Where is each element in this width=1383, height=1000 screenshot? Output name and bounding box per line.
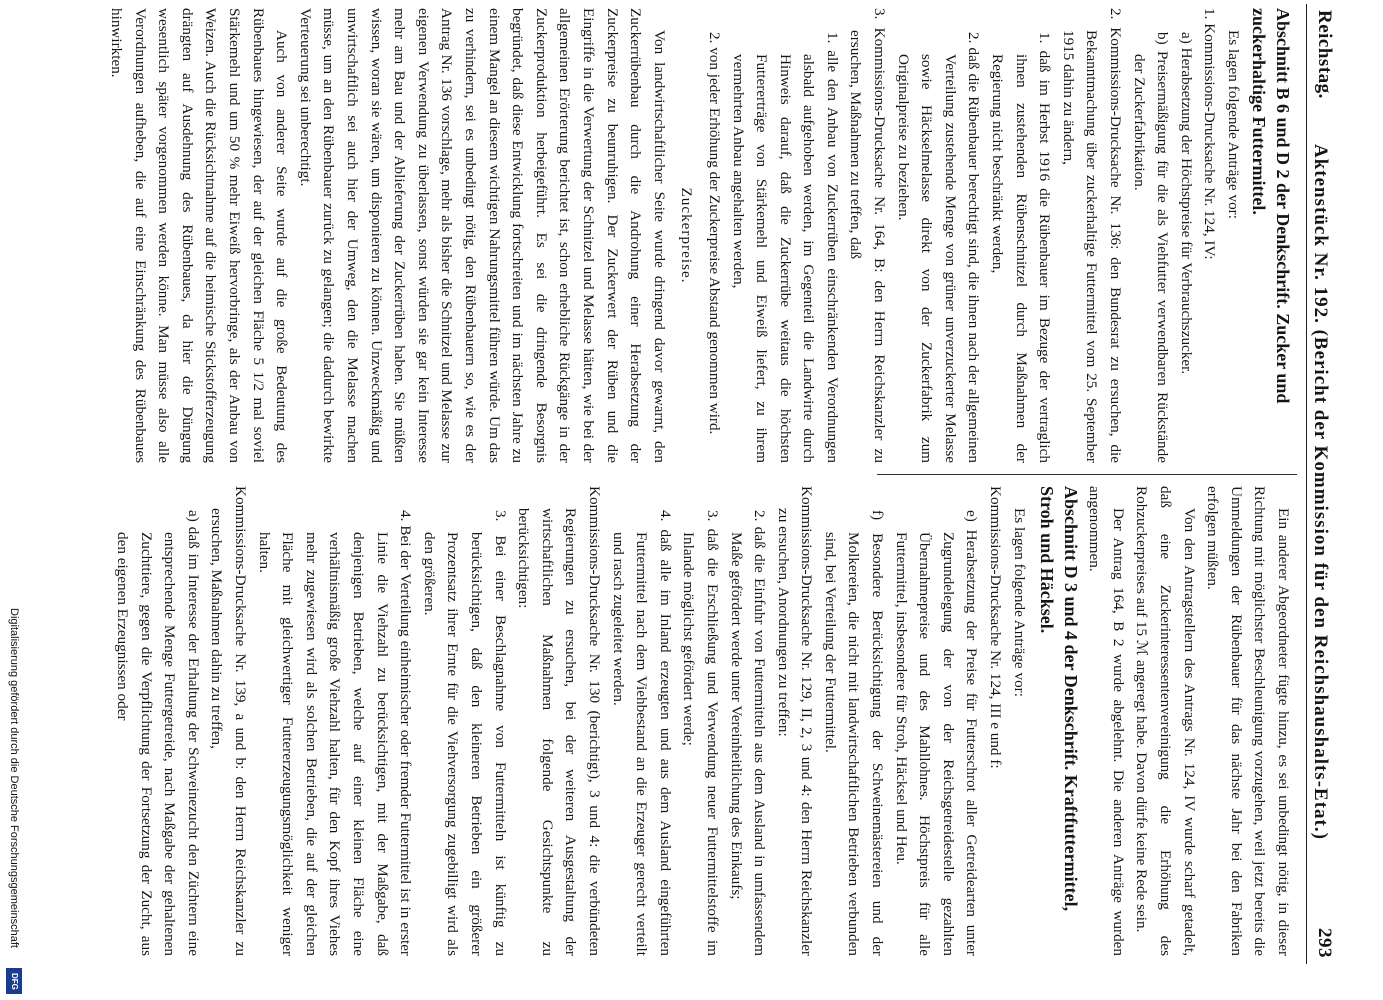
motion-subitem: 4. Bei der Verteilung einheimischer oder fremder Futtermittel ist in erster Linie die Viehzahl zu berücksichtigen, mit der Maßgabe, daß denjenigen Betrieben, welche auf einer kleinen Fläche eine verhältnismäßig große Viehzahl halten, für den Kopf ihres Viehes mehr zugewiesen wird als solchen Betrieben, die auf der gleichen Fläche mit gleichwertiger Futtererzeugungsmöglichkeit weniger halten. [255, 510, 415, 956]
header-title: Aktenstück Nr. 192. (Bericht der Kommission für den Reichshaushalts-Etat.) [1310, 144, 1331, 840]
motion-item: 3. Kommissions-Drucksache Nr. 164, B: den Herrn Reichskanzler zu ersuchen, Maßnahmen zu treffen, daß [847, 8, 889, 463]
motion-subitem: 3. Bei einer Beschlagnahme von Futtermitteln ist künftig zu berücksichtigen, daß den kleineren Betrieben ein größerer Prozentsatz ihrer Ernte für die Viehversorgung zugebilligt wird als den größeren. [420, 510, 509, 956]
motion-item: 1. Kommissions-Drucksache Nr. 124, IV: [1201, 8, 1219, 260]
section-heading: Abschnitt B 6 und D 2 der Denkschrift. Zucker und zuckerhaltige Futtermittel. [1249, 8, 1293, 404]
motion-subitem: 3. daß die Erschließung und Verwendung neuer Futtermittelstoffe im Inlande möglichst gefördert werde; [680, 510, 721, 956]
motion-subitem: 2. daß die Einfuhr von Futtermitteln aus dem Ausland in umfassendem Maße gefördert werde unter Vereinheitlichung des Einkaufs; [727, 510, 769, 956]
body-paragraph: Von den Antragstellern des Antrags Nr. 124, IV wurde scharf getadelt, daß eine Zuckerinteressentenvereinigung die Erhöhung des Rohzuckerpreises auf 15 ℳ angeregt habe. Davon dürfe keine Rede sein. [1133, 486, 1198, 956]
motion-item: Kommissions-Drucksache Nr. 129, II, 2, 3 und 4: den Herrn Reichskanzler zu ersuchen, Anordnungen zu treffen: [774, 486, 816, 956]
body-paragraph: Der Antrag 164, B 2 wurde abgelehnt. Die anderen Anträge wurden angenommen. [1086, 486, 1127, 956]
body-paragraph: Ein anderer Abgeordneter fügte hinzu, es sei unbedingt nötig, in dieser Richtung mit möglichster Beschleunigung vorzugehen, weil jetzt bereits die Ummeldungen der Rübenbauer für das nächste Jahr bei den Fabriken erfolgen müßten. [1204, 486, 1292, 956]
motion-subitem: 4. daß alle im Inland erzeugten und aus dem Ausland eingeführten Futtermittel nach dem Viehbestand an die Erzeuger gerecht verteilt und rasch zugeleitet werden. [609, 510, 674, 956]
motion-subitem: a) Herabsetzung der Höchstpreise für Verbrauchszucker. [1177, 32, 1195, 375]
motion-subitem: a) daß im Interesse der Erhaltung der Schweinezucht den Züchtern eine entsprechende Menge Futtergetreide, nach Maßgabe der gehaltenen Zuchttiere, gegen die Verpflichtung der Fortsetzung der Zucht, aus den eigenen Erzeugnissen oder [114, 510, 202, 956]
intro-text: Es lagen folgende Anträge vor: [1010, 508, 1028, 697]
page-number: 293 [1314, 928, 1335, 958]
digitization-credit: Digitalisierung gefördert durch die Deutsche Forschungsgemeinschaft [8, 608, 20, 948]
motion-item: Kommissions-Drucksache Nr. 139, a und b: den Herrn Reichskanzler zu ersuchen, Maßnahmen dahin zu treffen, [208, 486, 250, 956]
body-paragraph: Auch von anderer Seite wurde auf die große Bedeutung des Rübenbaues hingewiesen, der auf der gleichen Fläche 5 1/2 mal soviel Stärkemehl und um 50 % mehr Eiweiß hervorbringe, als der Anbau von Weizen. Auch die Rücksichtnahme auf die heimische Stickstofferzeugung drängten auf Ausdehnung des Rübenbaues, da hier die Düngung wesentlich später vorgenommen werden könne. Man müsse also alle Verordnungen aufheben, die auf eine Einschränkung des Rübenbaues hinwirkten. [108, 8, 291, 463]
subheading: Zuckerpreise. [678, 187, 696, 284]
right-column [111, 486, 1296, 956]
header-left: Reichstag. [1314, 10, 1335, 99]
scanned-page [86, 4, 1341, 964]
intro-text: Es lagen folgende Anträge vor: [1225, 30, 1242, 219]
motion-item: Kommissions-Drucksache Nr. 124, III e und f: [987, 486, 1005, 769]
column-divider [877, 474, 1297, 475]
motion-item: Kommissions-Drucksache Nr. 130 (berichtigt), 3 und 4: die verbündeten Regierungen zu ersuchen, bei der weiteren Ausgestaltung der wirtschaftlichen Maßnahmen folgende Gesichtspunkte zu berücksichtigen: [515, 486, 603, 956]
motion-subitem: 2. daß die Rübenbauer berechtigt sind, die ihnen nach der allgemeinen Verteilung zustehende Menge von grüner unverzuckerter Melasse sowie Häckselmelasse direkt von der Zuckerfabrik zum Originalpreise zu beziehen. [894, 32, 983, 463]
motion-subitem: 1. alle den Anbau von Zuckerrüben einschränkenden Verordnungen alsbald aufgehoben werden, im Gegenteil die Landwirte durch Hinweis darauf, daß die Zuckerrübe weitaus die höchsten Futtererträge von Stärkemehl und Eiweiß liefert, zu ihrem vermehrten Anbau angehalten werden, [729, 32, 841, 463]
body-paragraph: Von landwirtschaftlicher Seite wurde dringend davor gewarnt, den Zuckerrübenbau durch die Androhung einer Herabsetzung der Zuckerpreise zu beunruhigen. Der Zuckerwert der Rüben und die Eingriffe in die Verwertung der Schnitzel und Melasse hätten, wie bei der allgemeinen Erörterung berichtet ist, schon erhebliche Rückgänge in der Zuckerproduktion herbeigeführt. Es sei die dringende Besorgnis begründet, daß diese Entwicklung fortschreiten und im nächsten Jahre zu einem Mangel an diesem wichtigen Nahrungsmittel führen würde. Um das zu verhindern, sei es unbedingt nötig, den Rübenbauern so, wie es der Antrag Nr. 136 vorschlage, mehr als bisher die Schnitzel und Melasse zur eigenen Verwendung zu überlassen, sonst würden sie gar kein Interesse mehr am Bau und der Ablieferung der Zuckerrüben haben. Sie müßten wissen, woran sie wären, um disponieren zu können. Unzweckmäßig und unwirtschaftlich sei auch hier der Umweg, den die Melasse machen müsse, um an den Rübenbauer zurück zu gelangen; die dadurch bewirkte Verteuerung sei unberechtigt. [296, 8, 668, 463]
motion-subitem: f) Besondere Berücksichtigung der Schweinemästereien und der Molkereien, die nicht mit landwirtschaftlichen Betrieben verbunden sind, bei Verteilung der Futtermittel. [821, 510, 887, 956]
page-header [1306, 4, 1341, 964]
motion-item: 2. Kommissions-Drucksache Nr. 136: den Bundesrat zu ersuchen, die Bekanntmachung über zuckerhaltige Futtermittel vom 25. September 1915 dahin zu ändern, [1059, 8, 1125, 463]
motion-subitem: b) Preisermäßigung für die als Viehfutter verwendbaren Rückstände der Zuckerfabrikation. [1130, 32, 1172, 463]
motion-subitem: e) Herabsetzung der Preise für Futterschrot aller Getreidearten unter Zugrundelegung der von der Reichsgetreidestelle gezahlten Übernahmepreise und des Mahllohnes. Höchstpreis für alle Futtermittel, insbesondere für Stroh, Häcksel und Heu. [892, 510, 981, 956]
motion-subitem: 1. daß im Herbst 1916 die Rübenbauer im Bezuge der vertraglich ihnen zustehenden Rübenschnitzel durch Maßnahmen der Regierung nicht beschränkt werden, [989, 32, 1054, 463]
motion-subitem: 2. von jeder Erhöhung der Zuckerpreise Abstand genommen wird. [705, 32, 723, 435]
dfg-logo: DFG [6, 968, 22, 994]
section-heading-2: Abschnitt D 3 und 4 der Denkschrift. Kraftfuttermittel, Stroh und Häcksel. [1036, 486, 1081, 912]
left-column [105, 8, 1296, 463]
